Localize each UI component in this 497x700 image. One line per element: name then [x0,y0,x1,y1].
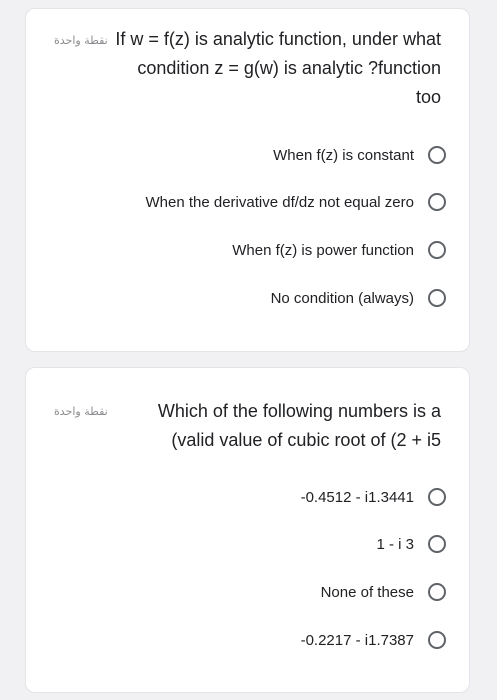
option-label: -0.4512 - i1.3441 [300,488,414,506]
radio-button[interactable] [428,535,446,553]
option-b[interactable] [376,530,446,558]
points-label: نقطة واحدة [54,34,108,47]
radio-button[interactable] [428,241,446,259]
option-d[interactable] [301,626,446,654]
option-power-function[interactable] [232,236,446,264]
question-text: Which of the following numbers is a (valid value of cubic root of (2 + i5 [157,401,441,450]
radio-button[interactable] [428,289,446,307]
points-label: نقطة واحدة [54,405,108,418]
question-card-2 [25,367,470,693]
radio-button[interactable] [428,631,446,649]
radio-button[interactable] [428,583,446,601]
option-label: When f(z) is constant [273,146,414,164]
option-label: When the derivative df/dz not equal zero [145,193,414,211]
radio-button[interactable] [428,146,446,164]
option-a[interactable] [301,483,446,511]
option-label: No condition (always) [270,289,414,307]
option-constant[interactable] [273,141,446,169]
option-label: None of these [320,583,414,601]
option-none[interactable] [321,578,446,606]
question-card-1 [25,8,470,352]
radio-button[interactable] [428,193,446,211]
question-text: If w = f(z) is analytic function, under what condition z = g(w) is analytic ?function too [115,29,441,107]
option-label: -0.2217 - i1.7387 [300,631,414,649]
radio-button[interactable] [428,488,446,506]
option-label: When f(z) is power function [232,241,414,259]
option-derivative-nonzero[interactable] [146,188,447,216]
option-no-condition[interactable] [271,284,446,312]
option-label: 1 - i 3 [376,535,414,553]
